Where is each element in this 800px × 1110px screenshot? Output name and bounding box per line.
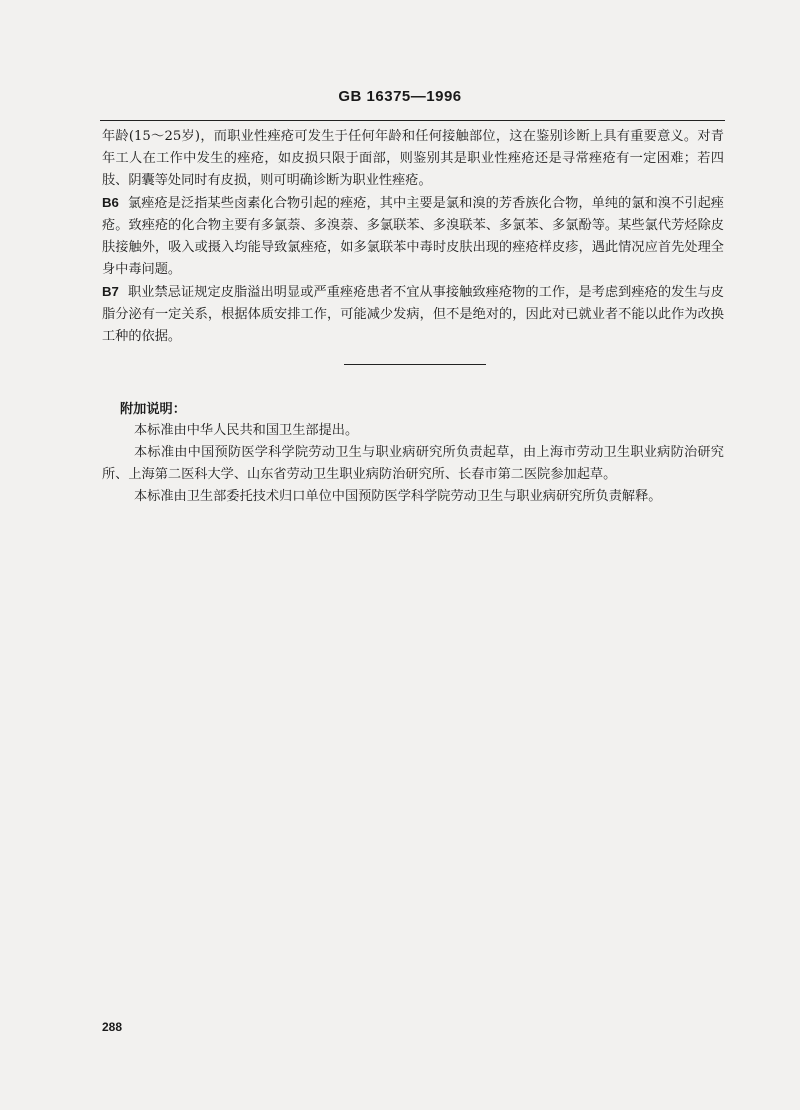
standard-code-header: GB 16375—1996 bbox=[338, 88, 462, 105]
clause-b6 bbox=[102, 192, 724, 281]
clause-text: 职业禁忌证规定皮脂溢出明显或严重痤疮患者不宜从事接触致痤疮物的工作，是考虑到痤疮的发生与皮脂分泌有一定关系，根据体质安排工作，可能减少发病，但不是绝对的，因此对已就业者不能以此作为改换工种的依据。 bbox=[102, 285, 724, 344]
clause-id: B7 bbox=[102, 284, 119, 299]
page-number: 288 bbox=[102, 1020, 123, 1034]
additional-notes bbox=[102, 398, 724, 508]
notes-title: 附加说明： bbox=[120, 401, 186, 416]
continuation-paragraph: 年龄(15～25岁)，而职业性痤疮可发生于任何年龄和任何接触部位，这在鉴别诊断上具有重要意义。对青年工人在工作中发生的痤疮，如皮损只限于面部，则鉴别其是职业性痤疮还是寻常痤疮有一定困难；若四肢、阴囊等处同时有皮损，则可明确诊断为职业性痤疮。 bbox=[102, 129, 724, 188]
note-line: 本标准由中华人民共和国卫生部提出。 bbox=[134, 423, 359, 438]
note-line: 本标准由中国预防医学科学院劳动卫生与职业病研究所负责起草，由上海市劳动卫生职业病防治研究所、上海第二医科大学、山东省劳动卫生职业病防治研究所、长春市第二医院参加起草。 bbox=[102, 445, 724, 482]
note-line: 本标准由卫生部委托技术归口单位中国预防医学科学院劳动卫生与职业病研究所负责解释。 bbox=[134, 489, 662, 504]
standard-body bbox=[102, 126, 724, 348]
clause-id: B6 bbox=[102, 195, 119, 210]
clause-text: 氯痤疮是泛指某些卤素化合物引起的痤疮，其中主要是氯和溴的芳香族化合物，单纯的氯和溴不引起痤疮。致痤疮的化合物主要有多氯萘、多溴萘、多氯联苯、多溴联苯、多氯苯、多氯酚等。某些氯代芳烃除皮肤接触外，吸入或摄入均能导致氯痤疮，如多氯联苯中毒时皮肤出现的痤疮样皮疹，遇此情况应首先处理全身中毒问题。 bbox=[102, 196, 724, 277]
clause-b7 bbox=[102, 281, 724, 348]
header-divider bbox=[100, 120, 725, 121]
end-of-standard-rule bbox=[344, 364, 486, 365]
